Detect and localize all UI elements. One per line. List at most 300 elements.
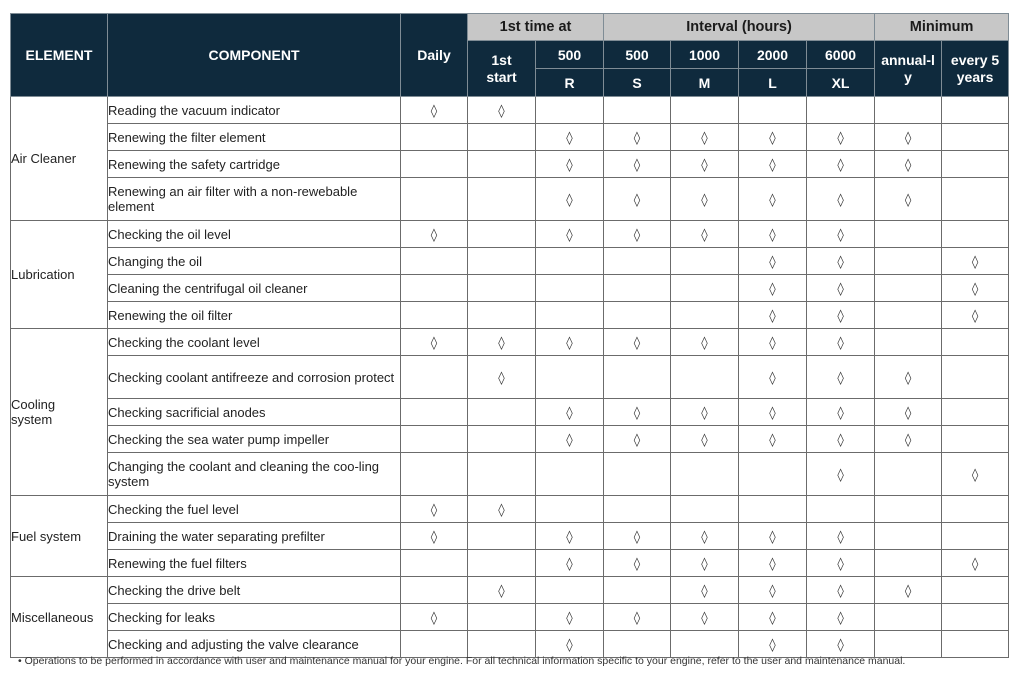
diamond-marker-icon: ◊ [837, 556, 844, 572]
diamond-marker-icon: ◊ [904, 432, 912, 448]
component-cell: Checking sacrificial anodes [108, 399, 401, 426]
diamond-marker-icon: ◊ [837, 637, 844, 653]
schedule-cell-R-500 [536, 631, 604, 658]
schedule-cell-L-2000 [739, 302, 807, 329]
diamond-marker-icon: ◊ [633, 556, 641, 572]
header-code-l: L [739, 69, 807, 97]
schedule-cell-L-2000 [739, 275, 807, 302]
schedule-cell-R-500 [536, 496, 604, 523]
diamond-marker-icon: ◊ [430, 529, 438, 545]
schedule-cell-daily [401, 178, 468, 221]
schedule-cell-S-500 [604, 426, 671, 453]
schedule-cell-M-1000 [671, 248, 739, 275]
schedule-cell-R-500 [536, 97, 604, 124]
schedule-cell-S-500 [604, 97, 671, 124]
schedule-cell-annually [875, 426, 942, 453]
schedule-cell-M-1000 [671, 329, 739, 356]
header-annually: annual-ly [875, 41, 942, 97]
schedule-cell-L-2000 [739, 577, 807, 604]
schedule-cell-daily [401, 496, 468, 523]
schedule-cell-S-500 [604, 604, 671, 631]
table-row [11, 631, 1009, 658]
schedule-cell-XL-6000 [807, 248, 875, 275]
schedule-cell-annually [875, 577, 942, 604]
table-row [11, 178, 1009, 221]
element-cell: Fuel system [11, 496, 108, 577]
diamond-marker-icon: ◊ [701, 529, 708, 545]
schedule-cell-every-5-years [942, 275, 1009, 302]
schedule-cell-every-5-years [942, 329, 1009, 356]
schedule-cell-XL-6000 [807, 453, 875, 496]
schedule-cell-R-500 [536, 356, 604, 399]
schedule-cell-every-5-years [942, 399, 1009, 426]
diamond-marker-icon: ◊ [430, 227, 438, 243]
schedule-cell-M-1000 [671, 151, 739, 178]
schedule-cell-every-5-years [942, 97, 1009, 124]
table-header [11, 14, 1009, 97]
schedule-cell-annually [875, 399, 942, 426]
schedule-cell-R-500 [536, 275, 604, 302]
diamond-marker-icon: ◊ [904, 130, 912, 146]
diamond-marker-icon: ◊ [430, 502, 438, 518]
diamond-marker-icon: ◊ [701, 227, 708, 243]
schedule-cell-XL-6000 [807, 329, 875, 356]
diamond-marker-icon: ◊ [837, 467, 844, 483]
schedule-cell-every-5-years [942, 302, 1009, 329]
diamond-marker-icon: ◊ [498, 370, 505, 386]
component-cell: Renewing an air filter with a non-rewebable element [108, 178, 401, 221]
diamond-marker-icon: ◊ [971, 467, 979, 483]
schedule-cell-L-2000 [739, 604, 807, 631]
schedule-cell-daily [401, 221, 468, 248]
diamond-marker-icon: ◊ [633, 610, 641, 626]
schedule-cell-L-2000 [739, 453, 807, 496]
diamond-marker-icon: ◊ [837, 432, 844, 448]
component-cell: Reading the vacuum indicator [108, 97, 401, 124]
header-code-r: R [536, 69, 604, 97]
diamond-marker-icon: ◊ [837, 583, 844, 599]
schedule-cell-every-5-years [942, 248, 1009, 275]
schedule-cell-daily [401, 604, 468, 631]
diamond-marker-icon: ◊ [701, 556, 708, 572]
schedule-cell-L-2000 [739, 426, 807, 453]
diamond-marker-icon: ◊ [566, 529, 573, 545]
schedule-cell-annually [875, 221, 942, 248]
diamond-marker-icon: ◊ [566, 637, 573, 653]
diamond-marker-icon: ◊ [701, 405, 708, 421]
schedule-cell-R-500 [536, 178, 604, 221]
schedule-cell-XL-6000 [807, 151, 875, 178]
schedule-cell-daily [401, 523, 468, 550]
schedule-cell-R-500 [536, 550, 604, 577]
schedule-cell-first-start [468, 631, 536, 658]
schedule-cell-annually [875, 631, 942, 658]
diamond-marker-icon: ◊ [769, 556, 776, 572]
schedule-cell-R-500 [536, 302, 604, 329]
component-cell: Renewing the fuel filters [108, 550, 401, 577]
element-cell: Air Cleaner [11, 97, 108, 221]
element-cell: Cooling system [11, 329, 108, 496]
table-row [11, 453, 1009, 496]
diamond-marker-icon: ◊ [769, 529, 776, 545]
diamond-marker-icon: ◊ [769, 254, 776, 270]
header-hours-s: 500 [604, 41, 671, 69]
schedule-cell-first-start [468, 329, 536, 356]
table-row [11, 329, 1009, 356]
diamond-marker-icon: ◊ [769, 432, 776, 448]
diamond-marker-icon: ◊ [971, 254, 979, 270]
schedule-cell-M-1000 [671, 275, 739, 302]
schedule-cell-L-2000 [739, 329, 807, 356]
schedule-cell-R-500 [536, 221, 604, 248]
schedule-cell-first-start [468, 577, 536, 604]
schedule-cell-S-500 [604, 631, 671, 658]
schedule-cell-R-500 [536, 453, 604, 496]
schedule-cell-daily [401, 356, 468, 399]
schedule-cell-XL-6000 [807, 604, 875, 631]
schedule-cell-every-5-years [942, 577, 1009, 604]
schedule-cell-S-500 [604, 124, 671, 151]
diamond-marker-icon: ◊ [701, 130, 708, 146]
schedule-cell-M-1000 [671, 124, 739, 151]
schedule-cell-annually [875, 550, 942, 577]
schedule-cell-annually [875, 356, 942, 399]
schedule-cell-M-1000 [671, 523, 739, 550]
schedule-cell-every-5-years [942, 604, 1009, 631]
diamond-marker-icon: ◊ [837, 529, 844, 545]
diamond-marker-icon: ◊ [837, 130, 844, 146]
component-cell: Cleaning the centrifugal oil cleaner [108, 275, 401, 302]
diamond-marker-icon: ◊ [566, 227, 573, 243]
diamond-marker-icon: ◊ [769, 335, 776, 351]
diamond-marker-icon: ◊ [430, 335, 438, 351]
schedule-cell-daily [401, 302, 468, 329]
schedule-cell-L-2000 [739, 399, 807, 426]
diamond-marker-icon: ◊ [430, 610, 438, 626]
diamond-marker-icon: ◊ [769, 610, 776, 626]
schedule-cell-first-start [468, 550, 536, 577]
diamond-marker-icon: ◊ [971, 308, 979, 324]
schedule-cell-M-1000 [671, 221, 739, 248]
schedule-cell-M-1000 [671, 356, 739, 399]
schedule-cell-daily [401, 275, 468, 302]
diamond-marker-icon: ◊ [837, 192, 844, 208]
schedule-cell-first-start [468, 97, 536, 124]
component-cell: Renewing the safety cartridge [108, 151, 401, 178]
diamond-marker-icon: ◊ [633, 529, 641, 545]
schedule-cell-first-start [468, 221, 536, 248]
schedule-cell-L-2000 [739, 97, 807, 124]
diamond-marker-icon: ◊ [633, 432, 641, 448]
diamond-marker-icon: ◊ [769, 130, 776, 146]
schedule-cell-daily [401, 453, 468, 496]
header-code-xl: XL [807, 69, 875, 97]
schedule-cell-annually [875, 248, 942, 275]
header-hours-r: 500 [536, 41, 604, 69]
schedule-cell-every-5-years [942, 151, 1009, 178]
schedule-cell-XL-6000 [807, 221, 875, 248]
schedule-cell-annually [875, 329, 942, 356]
diamond-marker-icon: ◊ [904, 405, 912, 421]
diamond-marker-icon: ◊ [769, 405, 776, 421]
schedule-cell-S-500 [604, 275, 671, 302]
element-cell: Miscellaneous [11, 577, 108, 658]
diamond-marker-icon: ◊ [566, 335, 573, 351]
element-cell: Lubrication [11, 221, 108, 329]
diamond-marker-icon: ◊ [633, 227, 641, 243]
table-row [11, 523, 1009, 550]
diamond-marker-icon: ◊ [837, 227, 844, 243]
schedule-cell-daily [401, 97, 468, 124]
diamond-marker-icon: ◊ [701, 157, 708, 173]
schedule-cell-M-1000 [671, 302, 739, 329]
schedule-cell-S-500 [604, 178, 671, 221]
schedule-cell-XL-6000 [807, 523, 875, 550]
schedule-cell-XL-6000 [807, 426, 875, 453]
diamond-marker-icon: ◊ [566, 610, 573, 626]
schedule-cell-XL-6000 [807, 124, 875, 151]
schedule-cell-first-start [468, 302, 536, 329]
schedule-cell-XL-6000 [807, 356, 875, 399]
schedule-cell-annually [875, 124, 942, 151]
diamond-marker-icon: ◊ [837, 254, 844, 270]
diamond-marker-icon: ◊ [971, 281, 979, 297]
schedule-cell-M-1000 [671, 453, 739, 496]
schedule-cell-daily [401, 577, 468, 604]
schedule-cell-annually [875, 453, 942, 496]
schedule-cell-daily [401, 550, 468, 577]
diamond-marker-icon: ◊ [904, 157, 912, 173]
schedule-cell-L-2000 [739, 151, 807, 178]
diamond-marker-icon: ◊ [769, 637, 776, 653]
component-cell: Changing the oil [108, 248, 401, 275]
schedule-cell-annually [875, 151, 942, 178]
header-first-start: 1st start [468, 41, 536, 97]
table-body [11, 97, 1009, 658]
table-row [11, 248, 1009, 275]
table-row [11, 124, 1009, 151]
diamond-marker-icon: ◊ [498, 335, 505, 351]
table-row [11, 302, 1009, 329]
diamond-marker-icon: ◊ [769, 192, 776, 208]
schedule-cell-L-2000 [739, 523, 807, 550]
schedule-cell-R-500 [536, 248, 604, 275]
schedule-cell-annually [875, 97, 942, 124]
component-cell: Renewing the filter element [108, 124, 401, 151]
schedule-cell-first-start [468, 124, 536, 151]
schedule-cell-S-500 [604, 221, 671, 248]
schedule-cell-R-500 [536, 151, 604, 178]
schedule-cell-M-1000 [671, 426, 739, 453]
header-daily: Daily [401, 14, 468, 97]
schedule-cell-every-5-years [942, 356, 1009, 399]
schedule-cell-annually [875, 523, 942, 550]
diamond-marker-icon: ◊ [633, 335, 641, 351]
schedule-cell-M-1000 [671, 399, 739, 426]
diamond-marker-icon: ◊ [837, 405, 844, 421]
schedule-cell-first-start [468, 275, 536, 302]
schedule-cell-L-2000 [739, 356, 807, 399]
diamond-marker-icon: ◊ [904, 370, 912, 386]
diamond-marker-icon: ◊ [837, 281, 844, 297]
table-row [11, 604, 1009, 631]
schedule-cell-L-2000 [739, 496, 807, 523]
schedule-cell-S-500 [604, 329, 671, 356]
schedule-cell-every-5-years [942, 221, 1009, 248]
schedule-cell-daily [401, 631, 468, 658]
diamond-marker-icon: ◊ [769, 281, 776, 297]
diamond-marker-icon: ◊ [904, 583, 912, 599]
schedule-cell-XL-6000 [807, 550, 875, 577]
schedule-cell-first-start [468, 496, 536, 523]
schedule-cell-M-1000 [671, 496, 739, 523]
diamond-marker-icon: ◊ [566, 157, 573, 173]
schedule-cell-XL-6000 [807, 577, 875, 604]
schedule-cell-L-2000 [739, 248, 807, 275]
schedule-cell-annually [875, 604, 942, 631]
schedule-cell-annually [875, 178, 942, 221]
diamond-marker-icon: ◊ [971, 556, 979, 572]
schedule-cell-M-1000 [671, 550, 739, 577]
schedule-cell-every-5-years [942, 178, 1009, 221]
schedule-cell-every-5-years [942, 453, 1009, 496]
diamond-marker-icon: ◊ [566, 556, 573, 572]
header-component: COMPONENT [108, 14, 401, 97]
schedule-cell-daily [401, 426, 468, 453]
diamond-marker-icon: ◊ [701, 432, 708, 448]
schedule-cell-R-500 [536, 577, 604, 604]
table-row [11, 399, 1009, 426]
schedule-cell-S-500 [604, 453, 671, 496]
schedule-cell-L-2000 [739, 124, 807, 151]
diamond-marker-icon: ◊ [904, 192, 912, 208]
schedule-cell-S-500 [604, 550, 671, 577]
diamond-marker-icon: ◊ [769, 227, 776, 243]
schedule-cell-XL-6000 [807, 97, 875, 124]
component-cell: Checking the oil level [108, 221, 401, 248]
diamond-marker-icon: ◊ [633, 157, 641, 173]
schedule-cell-daily [401, 329, 468, 356]
schedule-cell-R-500 [536, 399, 604, 426]
table-row [11, 221, 1009, 248]
component-cell: Draining the water separating prefilter [108, 523, 401, 550]
header-element: ELEMENT [11, 14, 108, 97]
schedule-cell-annually [875, 275, 942, 302]
diamond-marker-icon: ◊ [498, 502, 505, 518]
table-row [11, 151, 1009, 178]
schedule-cell-R-500 [536, 604, 604, 631]
table-row [11, 496, 1009, 523]
diamond-marker-icon: ◊ [701, 335, 708, 351]
diamond-marker-icon: ◊ [769, 308, 776, 324]
diamond-marker-icon: ◊ [566, 130, 573, 146]
schedule-cell-first-start [468, 356, 536, 399]
schedule-cell-M-1000 [671, 577, 739, 604]
schedule-cell-every-5-years [942, 550, 1009, 577]
schedule-cell-XL-6000 [807, 178, 875, 221]
diamond-marker-icon: ◊ [837, 370, 844, 386]
schedule-cell-S-500 [604, 356, 671, 399]
schedule-cell-S-500 [604, 151, 671, 178]
schedule-cell-first-start [468, 399, 536, 426]
schedule-cell-every-5-years [942, 523, 1009, 550]
component-cell: Checking the coolant level [108, 329, 401, 356]
schedule-cell-S-500 [604, 577, 671, 604]
schedule-cell-M-1000 [671, 604, 739, 631]
schedule-cell-R-500 [536, 426, 604, 453]
schedule-cell-every-5-years [942, 426, 1009, 453]
component-cell: Checking and adjusting the valve clearance [108, 631, 401, 658]
schedule-cell-M-1000 [671, 178, 739, 221]
component-cell: Checking the sea water pump impeller [108, 426, 401, 453]
diamond-marker-icon: ◊ [837, 308, 844, 324]
schedule-cell-daily [401, 124, 468, 151]
footnote: • Operations to be performed in accordance with user and maintenance manual for your engine. For all technical information specific to your engine, refer to the user and maintenance manual. [18, 655, 906, 667]
schedule-cell-annually [875, 496, 942, 523]
schedule-cell-XL-6000 [807, 399, 875, 426]
maintenance-schedule-table [10, 13, 1009, 658]
schedule-cell-S-500 [604, 523, 671, 550]
diamond-marker-icon: ◊ [769, 157, 776, 173]
header-hours-m: 1000 [671, 41, 739, 69]
component-cell: Changing the coolant and cleaning the coo-ling system [108, 453, 401, 496]
header-code-m: M [671, 69, 739, 97]
schedule-cell-L-2000 [739, 178, 807, 221]
schedule-cell-L-2000 [739, 550, 807, 577]
schedule-cell-S-500 [604, 302, 671, 329]
diamond-marker-icon: ◊ [566, 192, 573, 208]
schedule-cell-first-start [468, 453, 536, 496]
schedule-cell-XL-6000 [807, 302, 875, 329]
diamond-marker-icon: ◊ [701, 583, 708, 599]
schedule-cell-annually [875, 302, 942, 329]
table-row [11, 97, 1009, 124]
schedule-cell-first-start [468, 178, 536, 221]
header-every-5-years: every 5 years [942, 41, 1009, 97]
header-group-interval: Interval (hours) [604, 14, 875, 41]
component-cell: Checking the fuel level [108, 496, 401, 523]
schedule-cell-S-500 [604, 399, 671, 426]
component-cell: Checking for leaks [108, 604, 401, 631]
schedule-cell-L-2000 [739, 631, 807, 658]
table-row [11, 356, 1009, 399]
schedule-cell-first-start [468, 426, 536, 453]
diamond-marker-icon: ◊ [837, 157, 844, 173]
table-row [11, 577, 1009, 604]
diamond-marker-icon: ◊ [837, 610, 844, 626]
diamond-marker-icon: ◊ [633, 405, 641, 421]
diamond-marker-icon: ◊ [566, 405, 573, 421]
diamond-marker-icon: ◊ [566, 432, 573, 448]
diamond-marker-icon: ◊ [633, 192, 641, 208]
header-group-minimum: Minimum [875, 14, 1009, 41]
schedule-cell-XL-6000 [807, 275, 875, 302]
schedule-cell-XL-6000 [807, 496, 875, 523]
schedule-cell-M-1000 [671, 631, 739, 658]
component-cell: Checking the drive belt [108, 577, 401, 604]
diamond-marker-icon: ◊ [701, 610, 708, 626]
diamond-marker-icon: ◊ [837, 335, 844, 351]
header-hours-xl: 6000 [807, 41, 875, 69]
schedule-cell-first-start [468, 248, 536, 275]
schedule-cell-first-start [468, 604, 536, 631]
schedule-cell-R-500 [536, 329, 604, 356]
diamond-marker-icon: ◊ [498, 583, 505, 599]
schedule-cell-XL-6000 [807, 631, 875, 658]
component-cell: Checking coolant antifreeze and corrosion protect [108, 356, 401, 399]
schedule-cell-M-1000 [671, 97, 739, 124]
table-row [11, 275, 1009, 302]
